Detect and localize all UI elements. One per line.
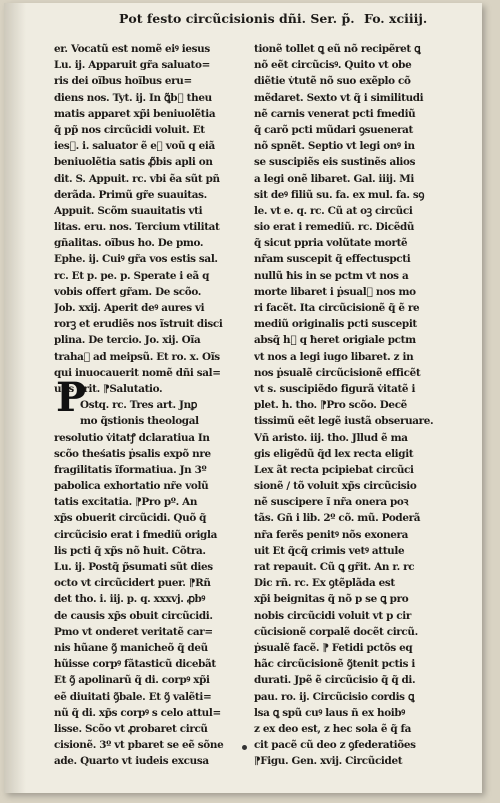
text-line: morte libaret i ṗsual᷑ nos mo — [254, 285, 416, 298]
text-line: Vñ aristo. iij. tho. Jllud ẽ ma — [254, 431, 408, 444]
text-line: plina. De tercio. Jo. xij. Oĩa — [54, 334, 201, 347]
text-line: tatis excitatia. ⁋Pro pº. An — [54, 496, 198, 509]
text-line: tissimũ eẽt legẽ iustã obseruare. — [254, 415, 434, 428]
text-line: pau. ro. ij. Circũcisio cordis ꝗ — [254, 690, 415, 703]
text-line: nũ q̃ di. xp̃s corpꝰ s celo attul= — [54, 706, 221, 719]
text-line: se suscipiẽs eis sustinẽs alios — [254, 156, 416, 169]
text-line: Lu. ij. Postq̃ p̃sumati sũt dies — [54, 561, 213, 573]
running-header — [119, 11, 439, 26]
text-line: eẽ diuitati ꝯ̃bale. Et ꝯ̃ valẽti= — [54, 690, 212, 703]
text-line: vobis offert gr̃am. De scõo. — [54, 285, 201, 298]
text-line: er. Vocatũ est nomẽ eiꝰ iesus — [54, 43, 210, 55]
text-line: derãda. Primũ gr̃e suauitas. — [54, 188, 207, 201]
text-line: dit. S. Appuit. rc. vbi ẽa sũt pñ — [54, 172, 220, 185]
text-line: Job. xxij. Aperit deꝰ aures vi — [54, 302, 205, 314]
text-line: rc. Et p. pe. p. Sperate i eã q — [54, 269, 210, 282]
text-line: matis apparet xp̃i beniuolẽtia — [54, 107, 216, 120]
text-line: nr̃a ferẽs penitꝰ nõs exonera — [254, 528, 409, 541]
text-line: sio erat i remediũ. rc. Dicẽdũ — [254, 221, 415, 234]
text-line: nẽ suscipere ĩ nr̃a onera poꝛ — [254, 496, 409, 509]
text-line: sit deꝰ filiũ su. fa. ex mul. fa. sꝯ — [254, 188, 425, 201]
text-line: xp̃i beignitas q̃ nõ p se ꝗ pro — [254, 593, 409, 606]
text-line: mediũ originalis pcti suscepit — [254, 318, 417, 331]
text-line: gis eligẽdũ q̃d lex recta eligit — [254, 447, 414, 460]
text-line: nõ spnẽt. Septio vt legi onꝰ in — [254, 140, 415, 153]
text-line: nis hũane ꝯ̃ manicheõ q̃ deũ — [54, 641, 208, 654]
text-line: tãs. Gñ i lib. 2º cõ. mũ. Poderã — [254, 512, 421, 525]
text-line: lisse. Scõo vt ꝓrobaret circũ — [54, 722, 208, 735]
text-line: mẽdaret. Sexto vt q̃ i similitudi — [254, 91, 424, 104]
text-line: ri facẽt. Ita circũcisionẽ q̃ ẽ re — [254, 302, 420, 314]
text-line: Pmo vt onderet veritatẽ car= — [54, 625, 213, 638]
text-line: mo q̃stionis theologal — [80, 415, 199, 428]
text-line: vt nos a legi iugo libaret. z in — [254, 350, 414, 363]
text-line: xp̃s obuerit circũcidi. Quõ q̃ — [54, 512, 207, 525]
text-line: ies᷒. i. saluator ẽ eꝯ voũ q eiã — [54, 140, 215, 153]
text-line: z ex deo est, z hec sola ẽ q̃ fa — [254, 722, 412, 735]
text-line: uus erit. ⁋Salutatio. — [54, 382, 163, 395]
text-line: Lex ãt recta pcipiebat circũci — [254, 463, 414, 476]
text-line: scõo theśatis ṗsalis expõ nre — [54, 447, 211, 460]
text-line: sionẽ / tõ voluit xp̃s circũcisio — [254, 480, 417, 493]
text-line: Ephe. ij. Cuiꝰ gr̃a vos estis sal. — [54, 253, 218, 266]
text-line: tionẽ tollet ꝗ eũ nõ recipẽret ꝗ — [254, 43, 421, 55]
text-line: plet. h. tho. ⁋Pro scõo. Decẽ — [254, 399, 407, 412]
text-line: rorꝫ et erudiẽs nos ĩstruit disci — [54, 318, 223, 331]
text-line: cũcisionẽ corpalẽ docẽt circũ. — [254, 625, 418, 638]
page-ornament-dot — [242, 745, 247, 750]
text-line: ṗsualẽ facẽ. ⁋ Fetidi pctõs eq — [254, 641, 413, 654]
text-line: uit Et q̃cq̃ crimis vetꝰ attule — [254, 544, 405, 557]
text-line: circũcisio erat i fmediũ origla — [54, 528, 217, 541]
text-line: litas. eru. nos. Tercium vtilitat — [54, 221, 220, 234]
text-line: cisionẽ. 3º vt pbaret se eẽ sõne — [54, 739, 224, 752]
text-line: a legi onẽ libaret. Gal. iiij. Mi — [254, 172, 414, 185]
text-line: det tho. i. iij. p. q. xxxvj. ꝓbꝰ — [54, 593, 206, 606]
text-line: pabolica exhortatio nr̃e volũ — [54, 480, 209, 493]
text-line: nr̃am suscepit q̃ effectuspcti — [254, 253, 411, 266]
text-line: fragilitatis ĩformatiua. Jn 3º — [54, 463, 207, 476]
drop-cap-initial: P — [56, 374, 87, 421]
text-line: hũisse corpꝰ fãtasticũ dicebãt — [54, 658, 216, 671]
text-line: lsa ꝗ spũ cuꝰ laus ñ ex hoibꝰ — [254, 706, 405, 719]
text-line: traha᷒ ad meipsũ. Et ro. x. Oĩs — [54, 350, 220, 363]
text-line: cit pacẽ cũ deo z ꝯfederatiões — [254, 739, 416, 752]
text-line: de causis xp̃s obuit circũcidi. — [54, 609, 213, 622]
text-line: Dic rñ. rc. Ex ꝯtẽplãda est — [254, 577, 395, 590]
text-line: Lu. ij. Apparuit gr̃a saluato= — [54, 59, 210, 72]
right-column — [254, 41, 444, 769]
text-line: le. vt e. q. rc. Cũ at oꝫ circũci — [254, 204, 413, 217]
text-line: ade. Quarto vt iudeis excusa — [54, 755, 209, 768]
text-line: Et ꝯ̃ apolinarũ q̃ di. corpꝰ xp̃i — [54, 674, 210, 687]
text-line: Ostq. rc. Tres art. Jnꝑ — [80, 399, 198, 412]
text-line: q̃ sicut ppria volũtate mortẽ — [254, 237, 408, 250]
text-line: ⁋Figu. Gen. xvij. Circũcidet — [254, 755, 403, 768]
folio-number: Fo. xciiij. — [364, 11, 428, 26]
text-line: nẽ carnis venerat pcti fmediũ — [254, 107, 416, 120]
text-line: ris dei oĩbus hoĩbus eru= — [54, 75, 192, 88]
text-line: rat repauit. Cũ ꝗ gr̃it. An r. rc — [254, 561, 415, 573]
text-line: absq̃ h᷒ q ħeret origiale pctm — [254, 334, 416, 347]
text-line: durati. Jpẽ ẽ circũcisio q̃ q̃ di. — [254, 674, 416, 687]
text-line: nobis circũcidi voluit vt p cir — [254, 609, 411, 622]
book-page — [4, 3, 482, 793]
text-line: q̃ pp̃ nos circũcidi voluit. Et — [54, 123, 205, 136]
text-line: nos ṗsualẽ circũcisionẽ efficẽt — [254, 366, 421, 379]
text-line: qui inuocauerit nomẽ dñi sal= — [54, 366, 221, 379]
running-title: Pοt festo circũcisionis dñi. Ser. p̃. — [119, 11, 355, 26]
text-line: octo vt circũcidert puer. ⁋Rñ — [54, 577, 211, 590]
text-line: Appuit. Scõm suauitatis vti — [54, 204, 203, 217]
text-line: nõ eẽt circũcisꝰ. Quito vt obe — [254, 59, 412, 72]
text-line: gñalitas. oĩbus ho. De pmo. — [54, 237, 204, 250]
text-line: diẽtie v̇tutẽ nõ suo exẽplo cõ — [254, 75, 411, 88]
text-line: diens nos. Tyt. ij. In ꝗ̃b᷒ theu — [54, 91, 212, 104]
text-line: lis pcti q̃ xp̃s nõ ħuit. Cõtra. — [54, 544, 206, 557]
text-line: resolutio v̇itatꝭ dclaratiua In — [54, 431, 210, 444]
page-gutter-shadow — [4, 3, 26, 793]
text-line: beniuolẽtia satis ꝓ̃bis apli on — [54, 156, 213, 169]
text-line: q̃ carõ pcti mũdari ꝯsuenerat — [254, 123, 413, 136]
text-line: hãc circũcisionẽ ꝯ̃tenit pctis i — [254, 658, 415, 671]
text-line: vt s. suscipiẽdo figurã v̇itatẽ i — [254, 382, 416, 395]
text-line: nullũ ħis in se pctm vt nos a — [254, 269, 409, 282]
